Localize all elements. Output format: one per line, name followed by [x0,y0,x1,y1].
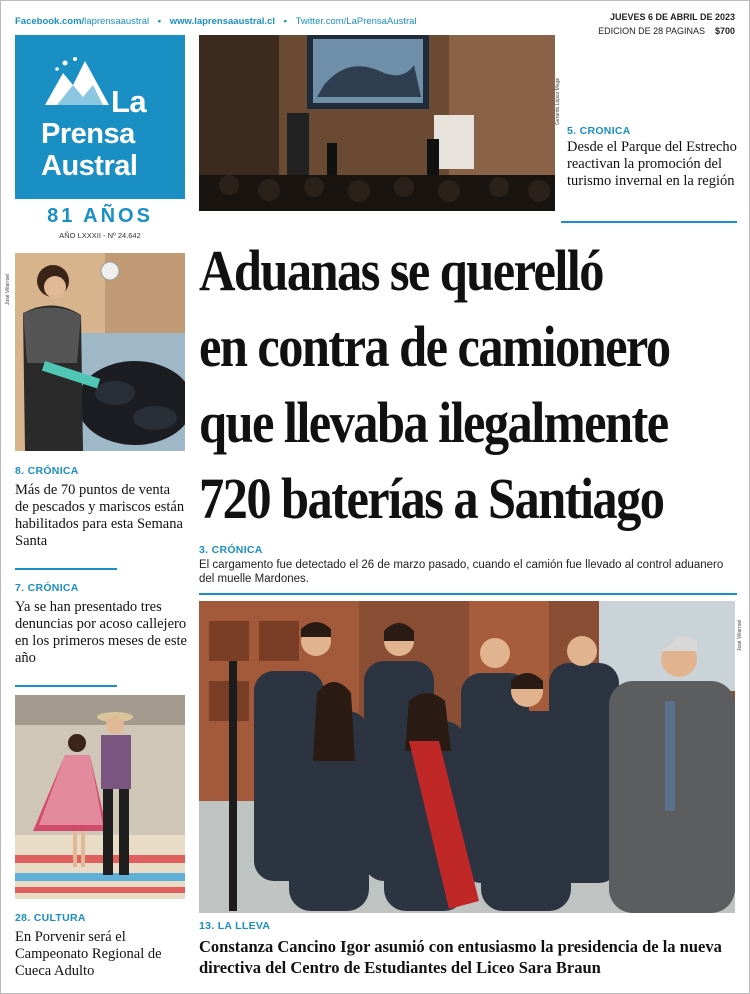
main-headline-line: Aduanas se querelló [199,238,603,303]
seafood-vendor-photo[interactable] [15,253,185,451]
masthead-logo[interactable] [15,35,185,199]
anniversary-label: 81 AÑOS [47,205,153,227]
main-headline-line: que llevaba ilegalmente [199,390,668,455]
divider-rule [15,685,117,687]
top-story-photo[interactable] [199,35,555,211]
main-headline-line: en contra de camionero [199,314,670,379]
separator-dot: • [157,16,162,27]
main-story-deck: El cargamento fue detectado el 26 de marzo pasado, cuando el camión fue llevado al control aduanero del muelle Mardones. [199,559,724,585]
students-group-image [199,601,735,913]
volume-number: AÑO LXXXII - Nº 24.642 [59,231,141,240]
cueca-dancers-image [15,695,185,899]
students-group-photo[interactable] [199,601,735,913]
sidebar-story3-section[interactable]: 28. CULTURA [15,912,86,924]
divider-rule [561,221,737,223]
presentation-hall-image [199,35,555,211]
masthead-word-austral: Austral [41,150,138,182]
divider-rule [15,568,117,570]
separator-dot: • [283,16,287,27]
sidebar-story1-headline[interactable]: Más de 70 puntos de venta de pescados y mariscos están habilitados para esta Semana Santa [15,482,185,549]
website-link[interactable]: www.laprensaaustral.cl [169,16,275,27]
photo-credit: José Villarroel [5,273,11,305]
sidebar-story3-headline[interactable]: En Porvenir será el Campeonato Regional de Cueca Adulto [15,929,162,979]
issue-price: $700 [714,26,735,36]
bottom-story-section[interactable]: 13. LA LLEVA [199,920,271,932]
cueca-dancers-photo[interactable] [15,695,185,899]
social-links-bar [15,16,417,27]
masthead-word-prensa: Prensa [41,118,135,150]
photo-credit: José Villarroel [737,619,743,651]
sidebar-story2-headline[interactable]: Ya se han presentado tres denuncias por acoso callejero en los primeros meses de este año [15,599,187,666]
sidebar-story1-section[interactable]: 8. CRÓNICA [15,465,79,477]
bottom-story-headline[interactable]: Constanza Cancino Igor asumió con entusiasmo la presidencia de la nueva directiva del Centro de Estudiantes del Liceo Sara Braun [199,937,722,977]
seafood-vendor-image [15,253,185,451]
facebook-link[interactable]: Facebook.com/laprensaaustral [15,16,150,27]
mountain-logo-icon [43,55,113,107]
top-story-section[interactable]: 5. CRONICA [567,125,631,137]
issue-date: JUEVES 6 DE ABRIL DE 2023 [609,12,735,22]
photo-credit: Gerardo López Mage [555,77,561,125]
date-block [598,10,735,38]
edition-pages: EDICION DE 28 PAGINAS [598,26,705,36]
main-headline[interactable] [199,233,669,537]
twitter-link[interactable]: Twitter.com/LaPrensaAustral [295,16,417,27]
main-story-section[interactable]: 3. CRÓNICA [199,544,263,556]
top-story-headline[interactable]: Desde el Parque del Estrecho reactivan la promoción del turismo invernal en la región [567,139,737,189]
masthead-word-la: La [111,84,147,119]
divider-rule [199,593,737,595]
sidebar-story2-section[interactable]: 7. CRÓNICA [15,582,79,594]
main-headline-line: 720 baterías a Santiago [199,466,664,531]
